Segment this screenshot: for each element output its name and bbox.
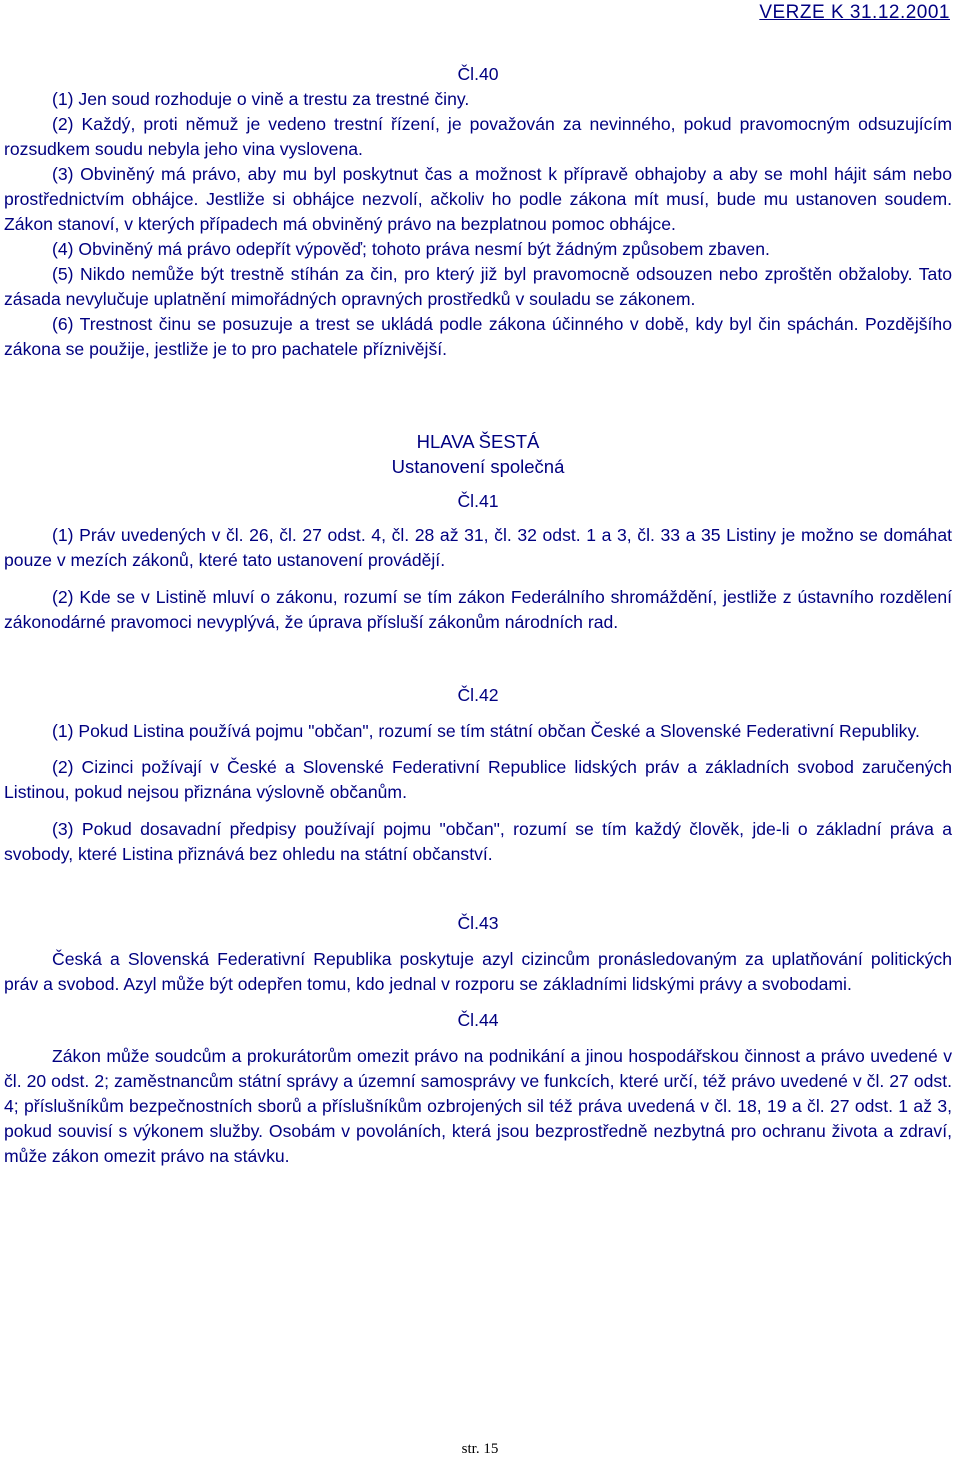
article-40-paragraph-4: (4) Obviněný má právo odepřít výpověď; tohoto práva nesmí být žádným způsobem zbaven.	[52, 239, 770, 259]
article-41-paragraph-2: (2) Kde se v Listině mluví o zákonu, rozumí se tím zákon Federálního shromáždění, jestliže z ústavního rozdělení zákonodárné pravomoci nevyplývá, že úprava přísluší zákonům národních rad.	[4, 587, 952, 632]
spacer	[4, 573, 952, 585]
article-43-paragraph-1: Česká a Slovenská Federativní Republika poskytuje azyl cizincům pronásledovaným za uplatňování politických práv a svobod. Azyl může být odepřen tomu, kdo jednal v rozporu se základními lidskými právy a svobodami.	[4, 949, 952, 994]
spacer	[4, 805, 952, 817]
article-44-title: Čl.44	[457, 1010, 499, 1030]
spacer	[4, 936, 952, 947]
article-40-paragraph-3: (3) Obviněný má právo, aby mu byl poskytnut čas a možnost k přípravě obhajoby a aby se mohl hájit sám nebo prostřednictvím obhájce. Jestliže si obhájce nezvolí, ačkoliv ho podle zákona mít musí, bude mu ustanoven soudem. Zákon stanoví, v kterých případech má obviněný právo na bezplatnou pomoc obhájce.	[4, 164, 952, 234]
version-header: VERZE K 31.12.2001	[759, 2, 950, 23]
page-number: str. 15	[461, 1441, 499, 1457]
article-40-paragraph-2: (2) Každý, proti němuž je vedeno trestní řízení, je považován za nevinného, pokud pravomocným odsuzujícím rozsudkem soudu nebyla jeho vina vyslovena.	[4, 114, 952, 159]
article-44-paragraph-1: Zákon může soudcům a prokurátorům omezit právo na podnikání a jinou hospodářskou činnost a právo uvedené v čl. 20 odst. 2; zaměstnancům státní správy a územní samosprávy ve funkcích, které určí, též právo uvedené v čl. 27 odst. 4; příslušníkům bezpečnostních sborů a příslušníkům ozbrojených sil též práva uvedená v čl. 18, 19 a čl. 27 odst. 1 až 3, pokud souvisí s výkonem služby. Osobám v povoláních, která jsou bezprostředně nezbytná pro ochranu života a zdraví, může zákon omezit právo na stávku.	[4, 1046, 952, 1166]
spacer	[4, 362, 952, 429]
article-40-paragraph-1: (1) Jen soud rozhoduje o vině a trestu za trestné činy.	[52, 89, 470, 109]
spacer	[4, 997, 952, 1008]
article-42-paragraph-1: (1) Pokud Listina používá pojmu "občan", rozumí se tím státní občan České a Slovenské Federativní Republiky.	[52, 721, 920, 741]
article-42-title: Čl.42	[457, 685, 499, 705]
spacer	[4, 479, 952, 489]
chapter-subtitle: Ustanovení společná	[391, 456, 565, 477]
article-40-paragraph-6: (6) Trestnost činu se posuzuje a trest se ukládá podle zákona účinného v době, kdy byl čin spáchán. Pozdějšího zákona se použije, jestliže je to pro pachatele příznivější.	[4, 314, 952, 359]
article-41-title: Čl.41	[457, 491, 499, 511]
spacer	[4, 744, 952, 755]
article-42-paragraph-2: (2) Cizinci požívají v České a Slovenské Federativní Republice lidských práv a základních svobod zaručených Listinou, pokud nejsou přiznána výslovně občanům.	[4, 757, 952, 802]
article-42-paragraph-3: (3) Pokud dosavadní předpisy používají pojmu "občan", rozumí se tím každý člověk, jde-li o základní práva a svobody, které Listina přiznává bez ohledu na státní občanství.	[4, 819, 952, 864]
article-41-paragraph-1: (1) Práv uvedených v čl. 26, čl. 27 odst. 4, čl. 28 až 31, čl. 32 odst. 1 a 3, čl. 33 a 35 Listiny je možno se domáhat pouze v mezích zákonů, které tato ustanovení provádějí.	[4, 525, 952, 570]
chapter-title: HLAVA ŠESTÁ	[416, 431, 540, 452]
article-40-title: Čl.40	[457, 64, 499, 84]
spacer	[4, 708, 952, 719]
document-body	[4, 62, 952, 1169]
spacer	[4, 867, 952, 911]
spacer	[4, 635, 952, 683]
spacer	[4, 1033, 952, 1044]
article-40-paragraph-5: (5) Nikdo nemůže být trestně stíhán za čin, pro který již byl pravomocně odsouzen nebo zproštěn obžaloby. Tato zásada nevylučuje uplatnění mimořádných opravných prostředků v souladu se zákonem.	[4, 264, 952, 309]
spacer	[4, 514, 952, 523]
article-43-title: Čl.43	[457, 913, 499, 933]
